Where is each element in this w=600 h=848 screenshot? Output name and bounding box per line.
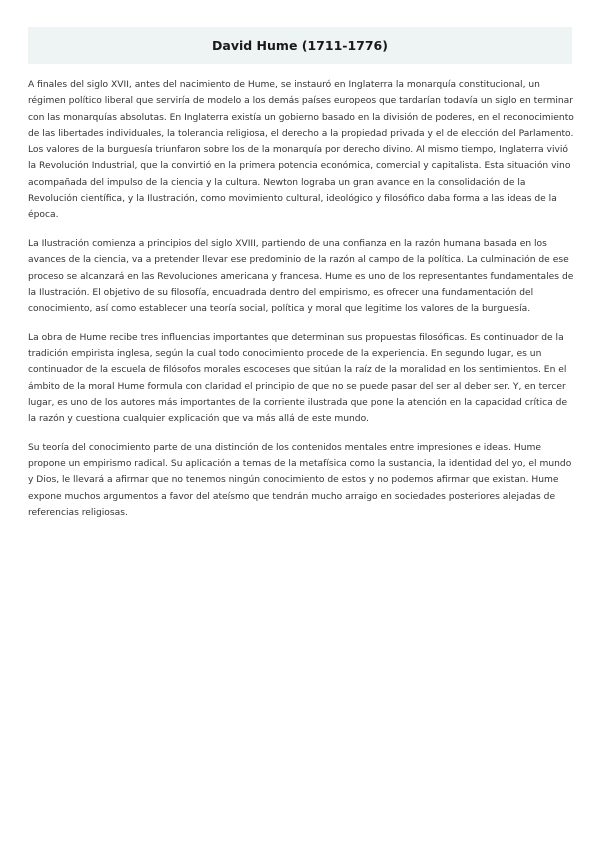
paragraph-context: A finales del siglo XVII, antes del nacimiento de Hume, se instauró en Inglaterra la monarquía constitucional, un régimen político liberal que serviría de modelo a los demás países europeos que tardarían todavía un siglo en terminar con las monarquías absolutas. En Inglaterra existía un gobierno basado en la división de poderes, en el reconocimiento de las libertades individuales, la tolerancia religiosa, el derecho a la propiedad privada y el de elección del Parlamento. Los valores de la burguesía triunfaron sobre los de la monarquía por derecho divino. Al mismo tiempo, Inglaterra vivió la Revolución Industrial, que la convirtió en la primera potencia económica, comercial y capitalista. Esta situación vino acompañada del impulso de la ciencia y la cultura. Newton lograba un gran avance en la consolidación de la Revolución científica, y la Ilustración, como movimiento cultural, ideológico y filosófico daba forma a las ideas de la época. [28,80,574,221]
paragraph-enlightenment: La Ilustración comienza a principios del siglo XVIII, partiendo de una confianza en la razón humana basada en los avances de la ciencia, va a pretender llevar ese predominio de la razón al campo de la política. La culminación de ese proceso se alcanzará en las Revoluciones americana y francesa. Hume es uno de los representantes fundamentales de la Ilustración. El objetivo de su filosofía, encuadrada dentro del empirismo, es ofrecer una fundamentación del conocimiento, así como establecer una teoría social, política y moral que legitime los valores de la burguesía. [28,238,574,315]
document-body [28,77,574,534]
paragraph-influences: La obra de Hume recibe tres influencias importantes que determinan sus propuestas filosóficas. Es continuador de la tradición empirista inglesa, según la cual todo conocimiento procede de la experiencia. En segundo lugar, es un continuador de la escuela de filósofos morales escoceses que sitúan la raíz de la moralidad en los sentimientos. En el ámbito de la moral Hume formula con claridad el principio de que no se puede pasar del ser al deber ser. Y, en tercer lugar, es uno de los autores más importantes de la corriente ilustrada que pone la atención en la capacidad crítica de la razón y cuestiona cualquier explicación que va más allá de este mundo. [28,332,568,425]
title-banner [28,27,572,64]
paragraph-theory-of-knowledge: Su teoría del conocimiento parte de una distinción de los contenidos mentales entre impresiones e ideas. Hume propone un empirismo radical. Su aplicación a temas de la metafísica como la sustancia, la identidad del yo, el mundo y Dios, le llevará a afirmar que no tenemos ningún conocimiento de estos y no podemos afirmar que existan. Hume expone muchos argumentos a favor del ateísmo que tendrán mucho arraigo en sociedades posteriores alejadas de referencias religiosas. [28,442,572,519]
page-title: David Hume (1711-1776) [212,38,388,53]
